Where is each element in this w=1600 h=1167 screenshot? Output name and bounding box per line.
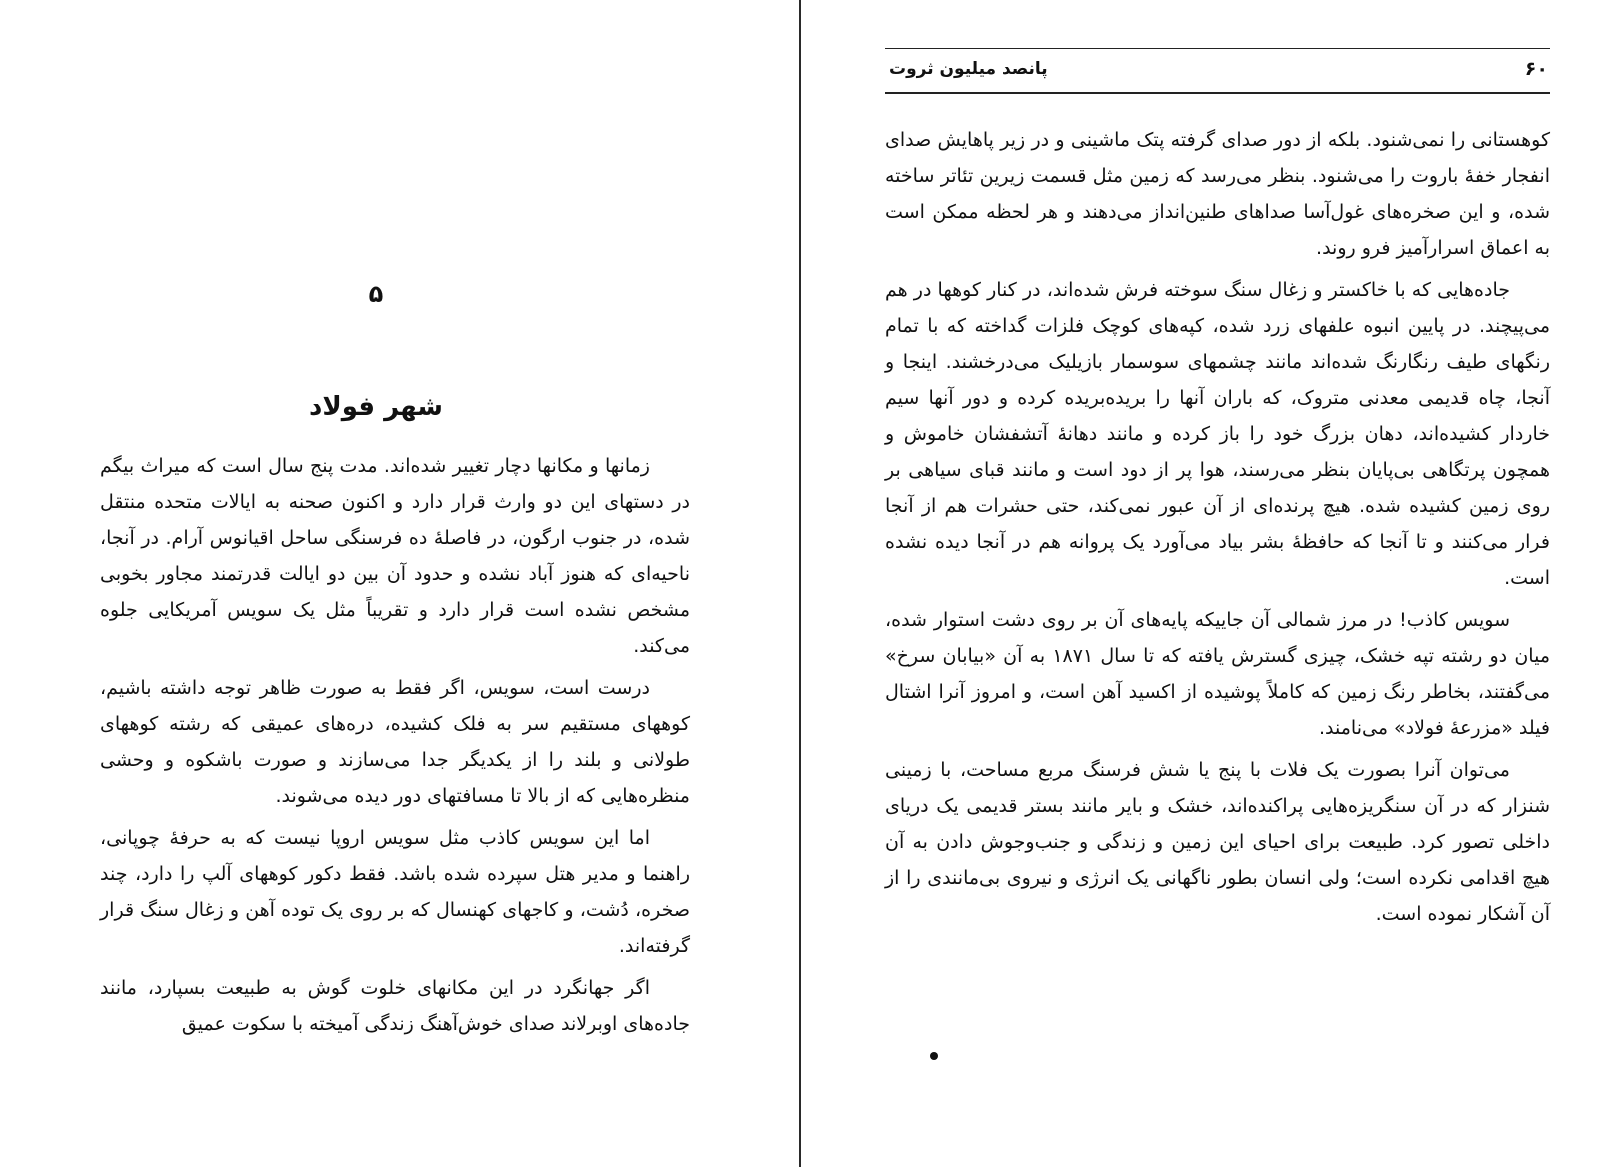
page-gutter-divider	[799, 0, 801, 1167]
paragraph: اما این سویس کاذب مثل سویس اروپا نیست که به حرفهٔ چوپانی، راهنما و مدیر هتل سپرده شده باشد. فقط دکور کوههای آلپ را دارد، چند صخره، دُشت، و کاجهای کهنسال که بر روی یک توده آهن و زغال سنگ قرار گرفته‌اند.	[100, 827, 690, 957]
chapter-number: ۵	[368, 280, 384, 308]
left-page-body	[100, 448, 690, 1048]
paragraph: درست است، سویس، اگر فقط به صورت ظاهر توجه داشته باشیم، کوههای مستقیم سر به فلک کشیده، دره‌های عمیقی که رشته کوههای طولانی و بلند را از یکدیگر جدا می‌سازند و صورت باشکوه و وحشی منظره‌هایی که از بالا تا مسافتهای دور دیده می‌شوند.	[100, 677, 690, 807]
paragraph: می‌توان آنرا بصورت یک فلات با پنج یا شش فرسنگ مربع مساحت، با زمینی شنزار که در آن سنگریزه‌هایی پراکنده‌اند، خشک و بایر مانند بستر قدیمی یک دریای داخلی تصور کرد. طبیعت برای احیای این زمین و زندگی و جنب‌وجوش دادن به آن هیچ اقدامی نکرده است؛ ولی انسان بطور ناگهانی یک انرژی و نیروی بی‌مانندی را از آن آشکار نموده است.	[885, 759, 1550, 925]
right-page-body	[885, 122, 1550, 938]
paragraph: جاده‌هایی که با خاکستر و زغال سنگ سوخته فرش شده‌اند، در کنار کوهها در هم می‌پیچند. در پایین انبوه علفهای زرد شده، کپه‌های کوچک فلزات گداخته که با تمام رنگهای طیف رنگارنگ شده‌اند مانند چشمهای سوسمار بازیلیک می‌درخشند. اینجا و آنجا، چاه قدیمی معدنی متروک، که باران آنها را بریده‌بریده کرده و دور آنها سیم خاردار کشیده‌اند، دهان بزرگ خود را باز کرده و مانند دهانهٔ آتشفشان خاموش و همچون پرتگاهی بی‌پایان بنظر می‌رسند، هوا پر از دود است و مانند قبای سیاهی بر روی زمین کشیده شده. هیچ پرنده‌ای از آن عبور نمی‌کند، حتی حشرات هم از آنجا فرار می‌کنند و تا آنجا که حافظهٔ بشر بیاد می‌آورد یک پروانه هم در آنجا دیده نشده است.	[885, 279, 1550, 589]
end-of-section-dot	[930, 1052, 938, 1060]
page-number: ۶۰	[1524, 58, 1548, 80]
running-header	[885, 48, 1550, 94]
paragraph: اگر جهانگرد در این مکانهای خلوت گوش به طبیعت بسپارد، مانند جاده‌های اوبرلاند صدای خوش‌آهنگ زندگی آمیخته با سکوت عمیق	[100, 977, 690, 1035]
running-title: پانصد میلیون ثروت	[889, 59, 1048, 79]
paragraph: کوهستانی را نمی‌شنود. بلکه از دور صدای گرفته پتک ماشینی و در زیر پاهایش صدای انفجار خفهٔ باروت را می‌شنود. بنظر می‌رسد که زمین مثل قسمت زیرین تئاتر ساخته شده، و این صخره‌های غول‌آسا صداهای طنین‌انداز می‌دهند و هر لحظه ممکن است به اعماق اسرارآمیز فرو روند.	[885, 129, 1550, 259]
chapter-title: شهر فولاد	[309, 392, 443, 422]
paragraph: زمانها و مکانها دچار تغییر شده‌اند. مدت پنج سال است که میراث بیگم در دستهای این دو وارث قرار دارد و اکنون صحنه به ایالات متحده منتقل شده، در جنوب ارگون، در فاصلهٔ ده فرسنگی ساحل اقیانوس آرام. در آنجا، ناحیه‌ای که هنوز آباد نشده و حدود آن بین دو ایالت قدرتمند مجاور بخوبی مشخص نشده است قرار دارد و تقریباً مثل یک سویس آمریکایی جلوه می‌کند.	[100, 455, 690, 657]
paragraph: سویس کاذب! در مرز شمالی آن جاییکه پایه‌های آن بر روی دشت استوار شده، میان دو رشته تپه خشک، چیزی گسترش یافته که تا سال ۱۸۷۱ به آن «بیابان سرخ» می‌گفتند، بخاطر رنگ زمین که کاملاً پوشیده از اکسید آهن است، و امروز آنرا اشتال فیلد «مزرعهٔ فولاد» می‌نامند.	[885, 609, 1551, 739]
